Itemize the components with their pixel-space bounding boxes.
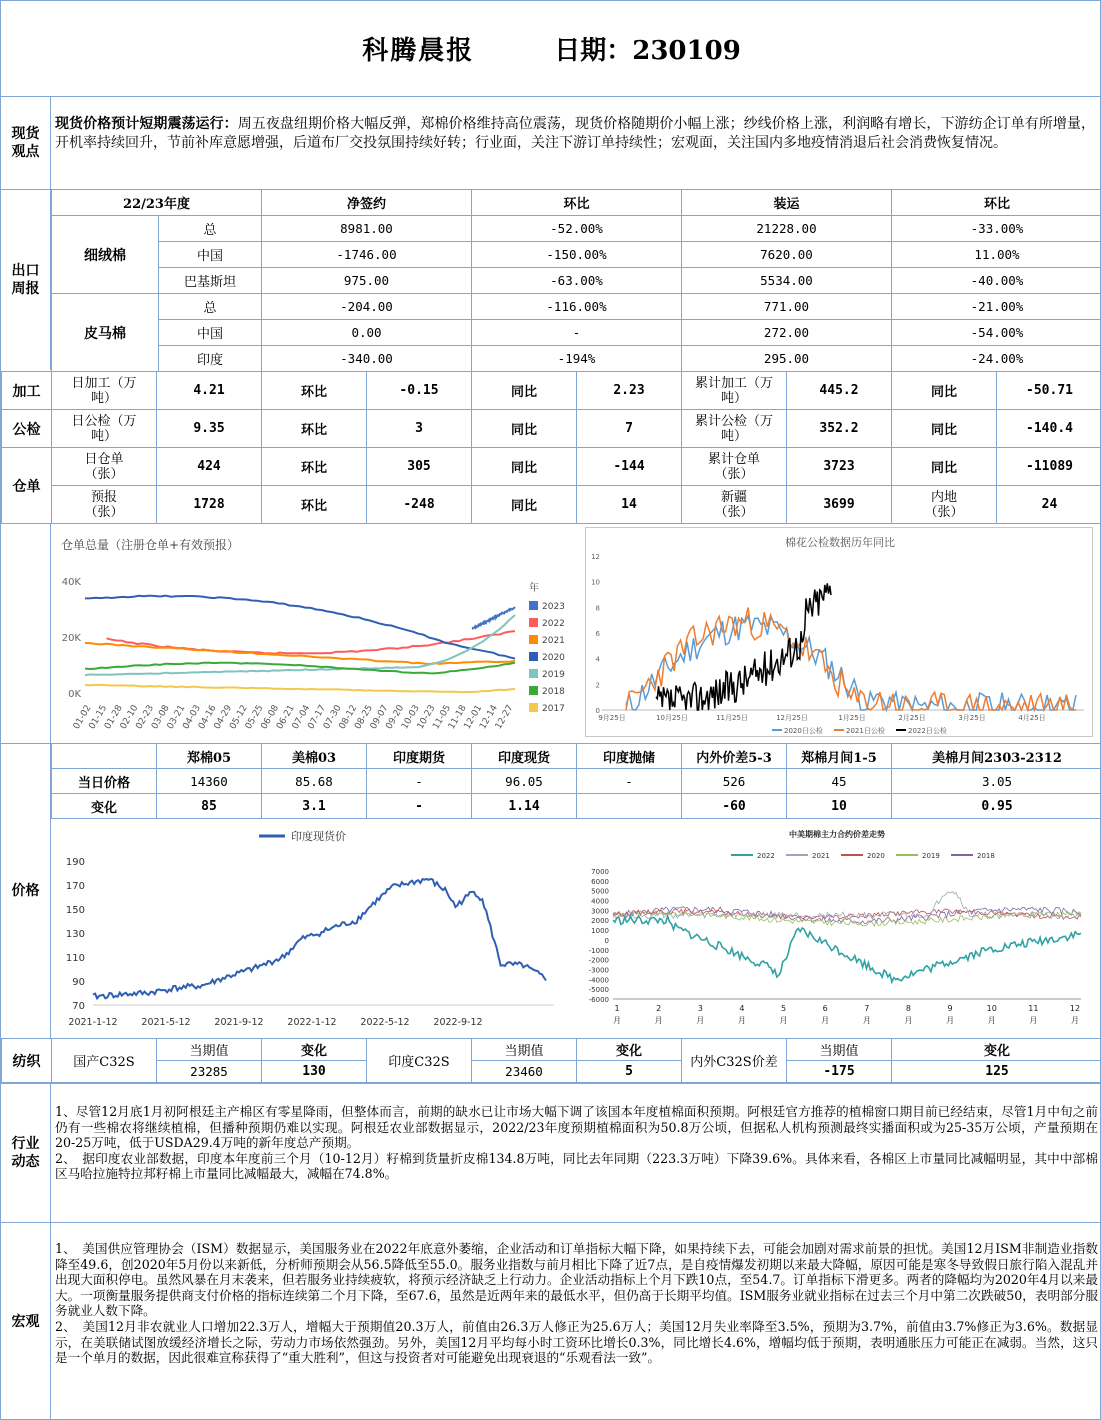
textile-current-label: 当期值 <box>787 1039 892 1061</box>
inspection-mom: 3 <box>367 410 472 448</box>
exports-net-mom: - <box>472 320 682 346</box>
x-tick-label: 2月25日 <box>898 714 926 722</box>
exports-net-mom: -52.00% <box>472 216 682 242</box>
inspection-label: 公检 <box>2 410 52 448</box>
legend-label: 2022 <box>542 619 565 629</box>
inland-item: 内地（张） <box>892 486 997 524</box>
x-tick-label: 09-07 <box>368 703 391 732</box>
stats-table <box>1 371 1101 524</box>
legend-label: 印度现货价 <box>291 830 346 843</box>
legend-swatch <box>529 601 538 610</box>
legend-swatch <box>529 652 538 661</box>
y-tick-label: 130 <box>65 929 85 940</box>
price-today-label: 当日价格 <box>52 769 157 794</box>
x-tick-label: 1月25日 <box>838 714 866 722</box>
textile-change: 5 <box>577 1061 682 1083</box>
textile-change-label: 变化 <box>262 1039 367 1061</box>
textile-current-label: 当期值 <box>472 1039 577 1061</box>
industry-text <box>55 1104 1098 1182</box>
x-tick-unit: 月 <box>946 1016 955 1025</box>
price-today: 14360 <box>157 769 262 794</box>
exports-net: -204.00 <box>262 294 472 320</box>
x-tick-label: 8 <box>905 1004 912 1013</box>
y-tick-label: 7000 <box>591 868 609 876</box>
exports-group-upland: 细绒棉 <box>52 216 159 294</box>
x-tick-label: 4 <box>739 1004 745 1013</box>
price-header-ice03: 美棉03 <box>262 744 367 769</box>
price-change: - <box>367 794 472 819</box>
exports-ship: 272.00 <box>682 320 892 346</box>
price-change: 10 <box>787 794 892 819</box>
price-today: 3.05 <box>892 769 1101 794</box>
industry-label: 行业动态 <box>1 1084 51 1222</box>
report-title: 科腾晨报 <box>362 36 475 66</box>
textile-label: 纺织 <box>2 1039 52 1083</box>
exports-ship-mom: -40.00% <box>892 268 1101 294</box>
legend-swatch <box>529 669 538 678</box>
price-header-spread: 内外价差5-3 <box>682 744 787 769</box>
y-tick-label: 5000 <box>591 887 609 896</box>
outlook-text <box>55 115 1095 153</box>
textile-value: 23285 <box>157 1061 262 1083</box>
y-tick-label: 2 <box>595 681 600 690</box>
x-tick-label: 02-10 <box>118 703 141 732</box>
y-tick-label: 3000 <box>591 907 609 916</box>
inland-value: 24 <box>997 486 1101 524</box>
price-today: 85.68 <box>262 769 367 794</box>
y-tick-label: 190 <box>65 857 85 868</box>
x-tick-unit: 月 <box>1071 1016 1079 1025</box>
exports-ship-mom: -24.00% <box>892 346 1101 372</box>
inspection-item: 日公检（万吨） <box>52 410 157 448</box>
exports-ship: 21228.00 <box>682 216 892 242</box>
exports-table <box>51 189 1101 372</box>
x-tick-label: 2022-1-12 <box>287 1017 337 1028</box>
exports-header-ship: 装运 <box>682 190 892 216</box>
exports-ship-mom: -21.00% <box>892 294 1101 320</box>
x-tick-label: 2022-5-12 <box>360 1017 410 1028</box>
exports-region: 中国 <box>159 320 262 346</box>
inspection-cum: 352.2 <box>787 410 892 448</box>
x-tick-label: 11-05 <box>431 703 454 732</box>
x-tick-label: 07-04 <box>290 703 313 732</box>
exports-net: -1746.00 <box>262 242 472 268</box>
price-label: 价格 <box>1 744 51 1038</box>
textile-change: 130 <box>262 1061 367 1083</box>
x-tick-label: 12-27 <box>493 703 516 732</box>
warehouse-daily-yoy-label: 同比 <box>472 448 577 486</box>
inspection-cum-yoy: -140.4 <box>997 410 1101 448</box>
exports-group-pima: 皮马棉 <box>52 294 159 372</box>
exports-header-ship-mom: 环比 <box>892 190 1101 216</box>
y-tick-label: -5000 <box>588 986 609 995</box>
y-tick-label: 70 <box>72 1001 85 1012</box>
macro-paragraph-1: 1、 美国供应管理协会（ISM）数据显示，美国服务业在2022年底意外萎缩，企业活动和订单指标大幅下降，如果持续下去，可能会加剧对需求前景的担忧。美国12月ISM非制造业指数降至49.6，创2020年5月份以来新低，分析师预期会从56.5降低至55.0。服务业指数与前月相比下降了近7点，是自疫情爆发初期以来最大降幅，原因可能是寒冬导致假日旅行陷入混乱并出现大面积停电。虽然风暴在月末袭来，但若服务业持续疲软，将预示经济缺乏上行动力。企业活动指标上个月下跌10点，至54.7。订单指标下滑更多。两者的降幅均为2020年4月以来最大。一项衡量服务提供商支付价格的指标连续第二个月下降，至67.6，虽然是近两年来的最低水平，但仍高于长期平均值。ISM服务业就业指标在过去三个月中第二次跌破50，表明部分服务就业人数下降。 <box>55 1241 1098 1319</box>
x-tick-unit: 月 <box>987 1016 996 1025</box>
x-tick-label: 03-21 <box>165 703 188 732</box>
x-tick-label: 2021-9-12 <box>214 1017 264 1028</box>
x-tick-label: 03-08 <box>150 703 172 732</box>
textile-spread: 内外C32S价差 <box>682 1039 787 1083</box>
y-tick-label: 0 <box>604 936 609 945</box>
processing-cum: 445.2 <box>787 372 892 410</box>
price-header-india-reserve: 印度抛储 <box>577 744 682 769</box>
warehouse-cum-item: 累计仓单（张） <box>682 448 787 486</box>
exports-net-mom: -150.00% <box>472 242 682 268</box>
exports-net-mom: -116.00% <box>472 294 682 320</box>
legend-label: 2022 <box>757 852 775 860</box>
legend-label: 2021 <box>812 852 830 860</box>
exports-ship-mom: -54.00% <box>892 320 1101 346</box>
inspection-cum-item: 累计公检（万吨） <box>682 410 787 448</box>
processing-value: 4.21 <box>157 372 262 410</box>
series-line-2023 <box>472 607 515 629</box>
inspection-mom-label: 环比 <box>262 410 367 448</box>
x-tick-label: 4月25日 <box>1018 714 1046 722</box>
exports-net-mom: -194% <box>472 346 682 372</box>
price-header-ice-calendar: 美棉月间2303-2312 <box>892 744 1101 769</box>
price-header-india-futures: 印度期货 <box>367 744 472 769</box>
legend-label: 2018 <box>977 852 995 860</box>
y-tick-label: 1000 <box>591 927 609 936</box>
legend-label: 2023 <box>542 602 565 612</box>
textile-india: 印度C32S <box>367 1039 472 1083</box>
x-tick-unit: 月 <box>821 1016 830 1025</box>
series-line-2018 <box>85 663 515 674</box>
processing-yoy-label: 同比 <box>472 372 577 410</box>
xinjiang-item: 新疆（张） <box>682 486 787 524</box>
x-tick-label: 2 <box>656 1004 662 1013</box>
y-tick-label: 6000 <box>591 877 609 886</box>
textile-change-label: 变化 <box>892 1039 1101 1061</box>
charts-row-1 <box>1 523 1101 743</box>
x-tick-label: 12 <box>1069 1004 1081 1013</box>
exports-header-net-mom: 环比 <box>472 190 682 216</box>
legend-label: 2019 <box>922 852 940 860</box>
textile-value: 23460 <box>472 1061 577 1083</box>
x-tick-label: 07-17 <box>306 703 329 732</box>
x-tick-label: 04-29 <box>212 703 235 732</box>
exports-net: 8981.00 <box>262 216 472 242</box>
y-tick-label: 12 <box>591 553 600 561</box>
forecast-yoy: 14 <box>577 486 682 524</box>
y-tick-label: 0K <box>68 689 81 700</box>
x-tick-label: 01-28 <box>103 703 125 732</box>
warehouse-cum: 3723 <box>787 448 892 486</box>
x-tick-label: 1 <box>614 1004 620 1013</box>
price-change <box>577 794 682 819</box>
x-tick-label: 02-23 <box>134 703 157 732</box>
processing-yoy: 2.23 <box>577 372 682 410</box>
series-line-2021 <box>626 608 1076 710</box>
exports-net: 0.00 <box>262 320 472 346</box>
x-tick-unit: 月 <box>737 1016 746 1025</box>
warehouse-daily-mom: 305 <box>367 448 472 486</box>
x-tick-label: 5 <box>780 1004 787 1013</box>
y-tick-label: 150 <box>65 905 85 916</box>
outlook-label: 现货观点 <box>1 97 51 189</box>
price-today: 96.05 <box>472 769 577 794</box>
x-tick-label: 2021-1-12 <box>68 1017 118 1028</box>
chart-title: 仓单总量（注册仓单+有效预报） <box>61 538 240 552</box>
x-tick-label: 11-18 <box>446 703 469 732</box>
price-change: 1.14 <box>472 794 577 819</box>
y-tick-label: 20K <box>61 633 81 644</box>
y-tick-label: -4000 <box>588 976 609 985</box>
macro-paragraph-2: 2、 美国12月非农就业人口增加22.3万人，增幅大于预期值20.3万人，前值由26.3万人修正为25.6万人；美国12月失业率降至3.5%，预期为3.7%，前值由3.7%修正为3.6%。数据显示，在美联储试图放缓经济增长之际，劳动力市场依然强劲。另外，美国12月平均每小时工资环比增长0.3%，同比增长4.6%，增幅均低于预期，表明通胀压力可能正在减弱。当然，这只是一个单月的数据，因此很难宣称获得了“重大胜利”，但这与投资者对可能避免出现衰退的“乐观看法一致”。 <box>55 1318 1098 1366</box>
y-tick-label: 90 <box>72 977 85 988</box>
x-tick-label: 04-16 <box>196 703 219 732</box>
exports-ship-mom: 11.00% <box>892 242 1101 268</box>
inspection-chart <box>585 527 1093 737</box>
price-today: - <box>577 769 682 794</box>
price-today: - <box>367 769 472 794</box>
legend-label: 2020日公检 <box>784 727 823 735</box>
x-tick-label: 10 <box>986 1004 997 1013</box>
x-tick-label: 11 <box>1028 1004 1039 1013</box>
forecast-value: 1728 <box>157 486 262 524</box>
legend-swatch <box>529 686 538 695</box>
textile-value: -175 <box>787 1061 892 1083</box>
processing-cum-yoy: -50.71 <box>997 372 1101 410</box>
x-tick-unit: 月 <box>904 1016 913 1025</box>
exports-region: 巴基斯坦 <box>159 268 262 294</box>
exports-header-net: 净签约 <box>262 190 472 216</box>
exports-header-season: 22/23年度 <box>52 190 262 216</box>
price-change-label: 变化 <box>52 794 157 819</box>
y-tick-label: 170 <box>65 881 85 892</box>
x-tick-label: 09-20 <box>384 703 407 732</box>
exports-ship: 771.00 <box>682 294 892 320</box>
inspection-value: 9.35 <box>157 410 262 448</box>
legend-label: 2020 <box>542 653 565 663</box>
warehouse-cum-yoy-label: 同比 <box>892 448 997 486</box>
x-tick-label: 12-01 <box>462 703 485 732</box>
x-tick-unit: 月 <box>654 1016 663 1025</box>
price-change: -60 <box>682 794 787 819</box>
processing-mom: -0.15 <box>367 372 472 410</box>
x-tick-label: 01-02 <box>71 703 94 732</box>
legend-label: 2021日公检 <box>846 727 885 735</box>
exports-net: 975.00 <box>262 268 472 294</box>
y-tick-label: 4000 <box>591 897 609 906</box>
report-date: 日期：230109 <box>554 36 741 66</box>
x-tick-unit: 月 <box>1029 1016 1038 1025</box>
price-header-india-spot: 印度现货 <box>472 744 577 769</box>
processing-mom-label: 环比 <box>262 372 367 410</box>
y-tick-label: 40K <box>61 577 81 588</box>
textile-table <box>1 1038 1101 1083</box>
price-header-zce-calendar: 郑棉月间1-5 <box>787 744 892 769</box>
y-tick-label: 10 <box>591 578 600 587</box>
macro-text <box>55 1241 1098 1366</box>
xinjiang-value: 3699 <box>787 486 892 524</box>
forecast-mom-label: 环比 <box>262 486 367 524</box>
warehouse-daily-value: 424 <box>157 448 262 486</box>
legend-label: 2019 <box>542 670 565 680</box>
legend-label: 2020 <box>867 852 885 860</box>
industry-paragraph-1: 1、尽管12月底1月初阿根廷主产棉区有零星降雨，但整体而言，前期的缺水已让市场大幅下调了该国本年度植棉面积预期。阿根廷官方推荐的植棉窗口期目前已经结束，尽管1月中旬之前仍有一些棉农将继续植棉，但播种预期仍难以实现。阿根廷农业部数据显示，2022/23年度预期植棉面积为50.8万公顷，但据私人机构预测最终实播面积或为25-35万公顷，产量预期在20-25万吨，低于USDA29.4万吨的新年度总产预期。 <box>55 1104 1098 1151</box>
outlook-body: 周五夜盘纽期价格大幅反弹，郑棉价格维持高位震荡，现货价格随期价小幅上涨；纱线价格上涨，利润略有增长，下游纺企订单有所增量，开机率持续回升，节前补库意愿增强，后道布厂交投氛围持续好转；行业面，关注下游订单持续性；宏观面，关注国内多地疫情消退后社会消费恢复情况。 <box>55 116 1096 151</box>
x-tick-label: 6 <box>822 1004 828 1013</box>
legend-label: 2018 <box>542 687 565 697</box>
y-tick-label: 0 <box>595 707 600 715</box>
price-today: 45 <box>787 769 892 794</box>
legend-swatch <box>529 618 538 627</box>
report-header <box>1 1 1101 96</box>
x-tick-label: 10-03 <box>400 703 422 732</box>
warehouse-daily-mom-label: 环比 <box>262 448 367 486</box>
exports-net: -340.00 <box>262 346 472 372</box>
processing-label: 加工 <box>2 372 52 410</box>
y-tick-label: 4 <box>595 655 600 664</box>
x-tick-label: 2022-9-12 <box>433 1017 483 1028</box>
textile-domestic: 国产C32S <box>52 1039 157 1083</box>
series-line-2022 <box>613 916 1081 982</box>
warehouse-cum-yoy: -11089 <box>997 448 1101 486</box>
chart-title: 中美期棉主力合约价差走势 <box>789 830 885 839</box>
warehouse-daily-yoy: -144 <box>577 448 682 486</box>
x-tick-label: 01-15 <box>87 703 110 732</box>
x-tick-label: 11月25日 <box>716 714 748 722</box>
legend-label: 2017 <box>542 704 565 714</box>
price-header-blank <box>52 744 157 769</box>
forecast-mom: -248 <box>367 486 472 524</box>
exports-region: 印度 <box>159 346 262 372</box>
x-tick-label: 9月25日 <box>598 714 626 722</box>
legend-title: 年 <box>529 583 539 594</box>
macro-label: 宏观 <box>1 1223 51 1420</box>
exports-ship: 5534.00 <box>682 268 892 294</box>
price-change: 3.1 <box>262 794 367 819</box>
inspection-yoy-label: 同比 <box>472 410 577 448</box>
series-line-2020 <box>85 596 515 659</box>
exports-net-mom: -63.00% <box>472 268 682 294</box>
y-tick-label: 2000 <box>591 917 609 926</box>
chart-title: 棉花公检数据历年同比 <box>785 536 895 549</box>
x-tick-label: 05-12 <box>228 703 250 732</box>
exports-ship: 295.00 <box>682 346 892 372</box>
india-spot-chart <box>59 823 561 1031</box>
exports-region: 总 <box>159 294 262 320</box>
legend-label: 2021 <box>542 636 565 646</box>
x-tick-label: 9 <box>947 1004 953 1013</box>
warehouse-label: 仓单 <box>2 448 52 524</box>
x-tick-label: 2021-5-12 <box>141 1017 191 1028</box>
exports-ship: 7620.00 <box>682 242 892 268</box>
y-tick-label: 6 <box>595 630 600 638</box>
textile-change-label: 变化 <box>577 1039 682 1061</box>
inspection-yoy: 7 <box>577 410 682 448</box>
exports-region: 中国 <box>159 242 262 268</box>
x-tick-label: 07-30 <box>321 703 344 732</box>
x-tick-label: 08-25 <box>353 703 375 732</box>
industry-paragraph-2: 2、 据印度农业部数据，印度本年度前三个月（10-12月）籽棉到货量折皮棉134.8万吨，同比去年同期（223.3万吨）下降39.6%。具体来看，各棉区上市量同比减幅明显，其中中部棉区马哈拉施特拉邦籽棉上市量同比减幅最大，减幅在74.8%。 <box>55 1150 1098 1182</box>
x-tick-label: 08-12 <box>337 703 360 732</box>
textile-current-label: 当期值 <box>157 1039 262 1061</box>
warehouse-chart <box>53 525 578 741</box>
exports-ship-mom: -33.00% <box>892 216 1101 242</box>
y-tick-label: -3000 <box>588 966 609 975</box>
inspection-cum-yoy-label: 同比 <box>892 410 997 448</box>
series-line-2017 <box>85 685 515 692</box>
x-tick-label: 7 <box>864 1004 870 1013</box>
x-tick-unit: 月 <box>613 1016 621 1025</box>
processing-cum-item: 累计加工（万吨） <box>682 372 787 410</box>
x-tick-label: 12月25日 <box>776 714 808 722</box>
x-tick-label: 3 <box>697 1004 703 1013</box>
price-today: 526 <box>682 769 787 794</box>
x-tick-label: 3月25日 <box>958 714 986 722</box>
exports-label: 出口周报 <box>1 190 51 370</box>
x-tick-label: 10月25日 <box>656 714 688 722</box>
processing-cum-yoy-label: 同比 <box>892 372 997 410</box>
forecast-yoy-label: 同比 <box>472 486 577 524</box>
outlook-headline: 现货价格预计短期震荡运行： <box>55 116 238 132</box>
x-tick-unit: 月 <box>862 1016 871 1025</box>
y-tick-label: 8 <box>595 604 600 613</box>
x-tick-label: 06-21 <box>275 703 297 732</box>
series-line-2022 <box>107 631 516 654</box>
x-tick-label: 12-14 <box>478 703 500 732</box>
legend-swatch <box>529 635 538 644</box>
spread-chart <box>581 825 1093 1035</box>
warehouse-daily-item: 日仓单（张） <box>52 448 157 486</box>
y-tick-label: -6000 <box>588 996 609 1004</box>
price-change: 85 <box>157 794 262 819</box>
x-tick-label: 05-25 <box>243 703 266 732</box>
x-tick-unit: 月 <box>696 1016 705 1025</box>
price-table <box>51 743 1101 819</box>
x-tick-label: 10-23 <box>415 703 438 732</box>
forecast-item: 预报（张） <box>52 486 157 524</box>
textile-change: 125 <box>892 1061 1101 1083</box>
x-tick-unit: 月 <box>779 1016 788 1025</box>
legend-label: 2022日公检 <box>908 727 947 735</box>
exports-region: 总 <box>159 216 262 242</box>
y-tick-label: -1000 <box>588 946 609 955</box>
y-tick-label: 110 <box>65 953 85 964</box>
x-tick-label: 04-03 <box>181 703 204 732</box>
y-tick-label: -2000 <box>588 956 609 965</box>
x-tick-label: 06-08 <box>259 703 282 732</box>
price-change: 0.95 <box>892 794 1101 819</box>
series-line-india <box>93 879 546 998</box>
processing-item: 日加工（万吨） <box>52 372 157 410</box>
price-header-zce05: 郑棉05 <box>157 744 262 769</box>
legend-swatch <box>529 703 538 712</box>
